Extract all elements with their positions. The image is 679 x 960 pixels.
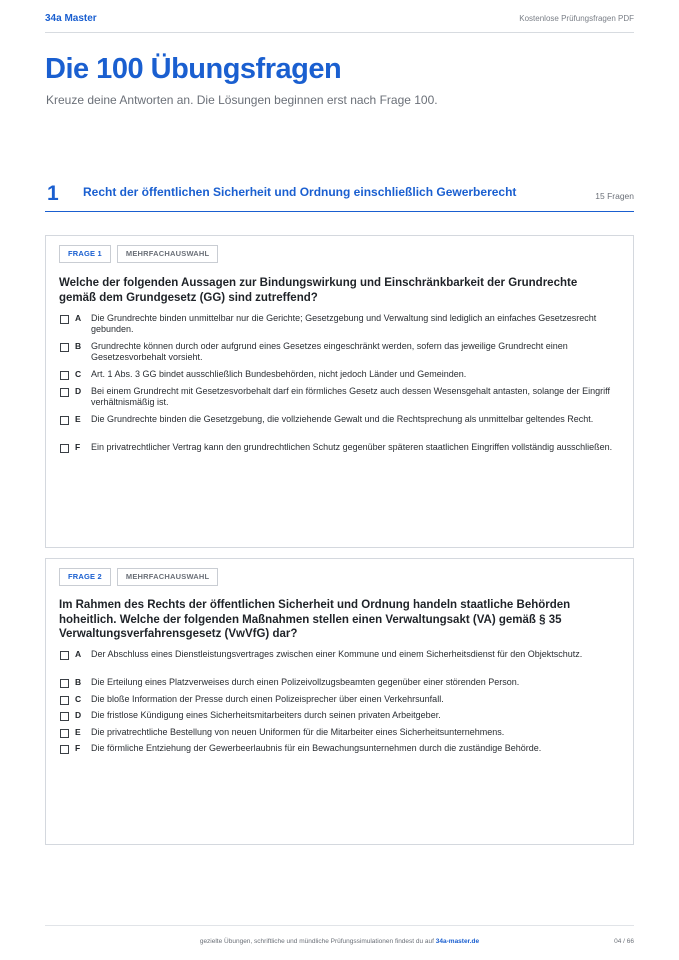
answer-option[interactable] (59, 369, 619, 383)
footer-note (45, 938, 634, 945)
option-text: Bei einem Grundrecht mit Gesetzesvorbehalt darf ein förmliches Gesetz auch dessen Wesensgehalt antasten, solange der Eingriff verhältnismäßig ist. (91, 386, 610, 407)
section-number: 1 (47, 182, 59, 205)
option-letter: F (75, 743, 81, 753)
option-letter: F (75, 442, 81, 452)
option-letter: D (75, 710, 82, 720)
answer-option[interactable] (59, 710, 619, 724)
answer-option[interactable] (59, 386, 619, 407)
option-text: Die fristlose Kündigung eines Sicherheitsmitarbeiters durch seinen privaten Arbeitgeber. (91, 710, 441, 720)
answer-option[interactable] (59, 442, 619, 456)
option-text: Ein privatrechtlicher Vertrag kann den grundrechtlichen Schutz gegenüber späteren staatlichen Eingriffen vollständig ausschließen. (91, 442, 613, 452)
option-text: Die Grundrechte binden unmittelbar nur die Gerichte; Gesetzgebung und Verwaltung sind lediglich an einfaches Gesetzesrecht gebunden. (91, 313, 597, 334)
page-title: Die 100 Übungsfragen (45, 53, 342, 85)
checkbox[interactable] (60, 343, 69, 352)
option-letter: A (75, 313, 82, 323)
answer-option[interactable] (59, 313, 619, 334)
document-label: Kostenlose Prüfungsfragen PDF (519, 14, 634, 23)
answer-option[interactable] (59, 743, 619, 757)
question-number-tag: FRAGE 1 (59, 245, 111, 263)
answer-option[interactable] (59, 649, 619, 663)
checkbox[interactable] (60, 651, 69, 660)
question-tags (59, 245, 218, 263)
checkbox[interactable] (60, 679, 69, 688)
checkbox[interactable] (60, 416, 69, 425)
option-text: Grundrechte können durch oder aufgrund eines Gesetzes eingeschränkt werden, sofern das jeweilige Grundrecht einen Gesetzesvorbehalt vorsieht. (91, 341, 568, 362)
option-letter: E (75, 414, 81, 424)
answer-option[interactable] (59, 677, 619, 691)
section-title: Recht der öffentlichen Sicherheit und Ordnung einschließlich Gewerberecht (83, 185, 517, 199)
question-type-tag: MEHRFACHAUSWAHL (117, 568, 218, 586)
option-text: Die bloße Information der Presse durch einen Polizeisprecher über einen Verkehrsunfall. (91, 694, 444, 704)
answer-option[interactable] (59, 694, 619, 708)
page-number: 04 / 66 (614, 938, 634, 945)
option-letter: E (75, 727, 81, 737)
page-subtitle: Kreuze deine Antworten an. Die Lösungen beginnen erst nach Frage 100. (46, 93, 438, 107)
checkbox[interactable] (60, 388, 69, 397)
brand-name: 34a Master (45, 13, 97, 24)
question-text: Im Rahmen des Rechts der öffentlichen Sicherheit und Ordnung handeln staatliche Behörden hoheitlich. Welche der folgenden Maßnahmen stellen einen Verwaltungsakt (VA) gemäß § 35 Verwaltungsverfahrensgesetz (VwVfG) dar? (59, 599, 571, 640)
question-type-tag: MEHRFACHAUSWAHL (117, 245, 218, 263)
checkbox[interactable] (60, 371, 69, 380)
question-card-1 (45, 235, 634, 548)
footer-text: gezielte Übungen, schriftliche und mündliche Prüfungssimulationen findest du auf (199, 938, 436, 945)
option-text: Die Grundrechte binden die Gesetzgebung, die vollziehende Gewalt und die Rechtsprechung als unmittelbar geltendes Recht. (91, 414, 594, 424)
answer-option[interactable] (59, 727, 619, 741)
option-letter: C (75, 694, 82, 704)
option-letter: A (75, 649, 82, 659)
question-tags (59, 568, 218, 586)
checkbox[interactable] (60, 712, 69, 721)
option-text: Die privatrechtliche Bestellung von neuen Uniformen für die Mitarbeiter eines Sicherheitsunternehmens. (91, 727, 505, 737)
checkbox[interactable] (60, 745, 69, 754)
option-text: Die Erteilung eines Platzverweises durch einen Polizeivollzugsbeamten gegenüber einer störenden Person. (91, 677, 520, 687)
option-text: Der Abschluss eines Dienstleistungsvertrages zwischen einer Kommune und einem Sicherheitsdienst für den Objektschutz. (91, 649, 583, 659)
question-card-2 (45, 558, 634, 845)
option-letter: D (75, 386, 82, 396)
checkbox[interactable] (60, 444, 69, 453)
section-header (45, 180, 634, 212)
option-letter: B (75, 677, 82, 687)
checkbox[interactable] (60, 696, 69, 705)
option-text: Die förmliche Entziehung der Gewerbeerlaubnis für ein Bewachungsunternehmen durch die zuständige Behörde. (91, 743, 542, 753)
footer-link[interactable]: 34a-master.de (435, 938, 480, 945)
page-footer (45, 925, 634, 955)
top-bar (45, 11, 634, 33)
checkbox[interactable] (60, 729, 69, 738)
answer-option[interactable] (59, 414, 619, 428)
option-letter: B (75, 341, 82, 351)
option-letter: C (75, 369, 82, 379)
section-question-count: 15 Fragen (595, 191, 634, 201)
question-text: Welche der folgenden Aussagen zur Bindungswirkung und Einschränkbarkeit der Grundrechte gemäß dem Grundgesetz (GG) sind zutreffend? (59, 277, 578, 304)
option-text: Art. 1 Abs. 3 GG bindet ausschließlich Bundesbehörden, nicht jedoch Länder und Gemeinden. (91, 369, 467, 379)
question-number-tag: FRAGE 2 (59, 568, 111, 586)
answer-option[interactable] (59, 341, 619, 362)
checkbox[interactable] (60, 315, 69, 324)
